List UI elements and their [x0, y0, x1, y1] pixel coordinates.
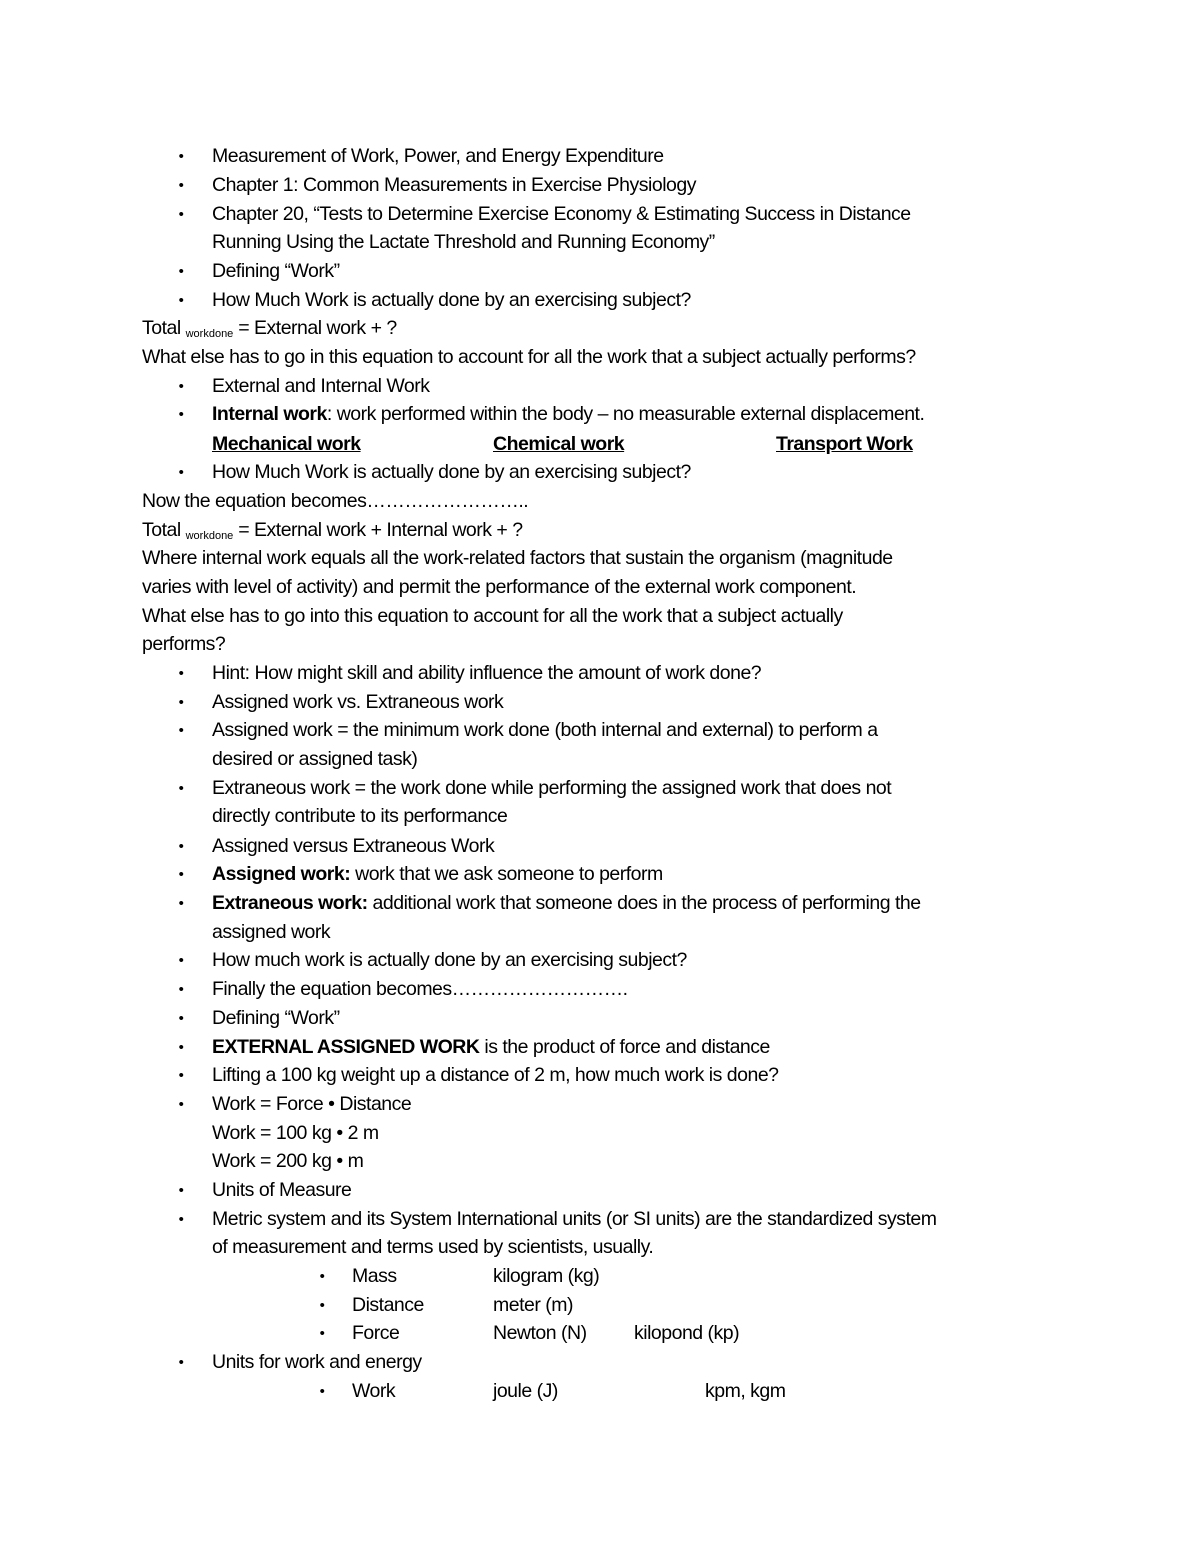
- equation-line: [0, 314, 1200, 343]
- list-item-continuation: [0, 1147, 1200, 1176]
- list-item: [0, 1090, 1200, 1119]
- list-item-continuation: [0, 1233, 1200, 1262]
- paragraph-line: [0, 573, 1200, 602]
- list-item: [0, 286, 1200, 315]
- subscript: workdone: [185, 530, 234, 542]
- paragraph-text: performs?: [142, 633, 226, 655]
- list-item-text: Defining “Work”: [212, 1007, 340, 1029]
- list-item-text: How Much Work is actually done by an exercising subject?: [212, 289, 691, 311]
- paragraph-line: [0, 343, 1200, 372]
- list-item-text: Metric system and its System International units (or SI units) are the standardized system: [212, 1208, 937, 1230]
- list-item-text: Finally the equation becomes……………………….: [212, 978, 628, 1000]
- bullet: •: [178, 148, 184, 165]
- bullet: •: [178, 292, 184, 309]
- equation-prefix: Total: [142, 317, 186, 339]
- bullet: •: [178, 1096, 184, 1113]
- list-item-text: desired or assigned task): [212, 748, 418, 770]
- unit-si: kilogram (kg): [493, 1265, 600, 1287]
- list-item-text: External and Internal Work: [212, 375, 430, 397]
- paragraph-line: [0, 487, 1200, 516]
- list-item: [0, 372, 1200, 401]
- unit-quantity: Distance: [352, 1294, 424, 1316]
- list-item: [0, 257, 1200, 286]
- bullet: •: [178, 694, 184, 711]
- list-item: [0, 1176, 1200, 1205]
- equation-rest: = External work + Internal work + ?: [233, 519, 523, 541]
- bullet: •: [178, 866, 184, 883]
- list-item: [0, 716, 1200, 745]
- unit-quantity: Work: [352, 1380, 396, 1402]
- bullet: •: [178, 665, 184, 682]
- list-item-text: Assigned versus Extraneous Work: [212, 835, 495, 857]
- list-item-text: Work = 100 kg • 2 m: [212, 1122, 379, 1144]
- bullet: •: [178, 206, 184, 223]
- list-item-text: [212, 1033, 770, 1062]
- bullet: •: [319, 1383, 325, 1400]
- unit-alt: kpm, kgm: [705, 1380, 786, 1402]
- definition-text: is the product of force and distance: [479, 1036, 770, 1058]
- list-item-text: Assigned work vs. Extraneous work: [212, 691, 504, 713]
- bullet: •: [319, 1325, 325, 1342]
- equation-prefix: Total: [142, 519, 186, 541]
- paragraph-text: What else has to go in this equation to account for all the work that a subject actually performs?: [142, 346, 916, 368]
- bullet: •: [319, 1268, 325, 1285]
- list-item-text: Work = 200 kg • m: [212, 1150, 364, 1172]
- bullet: •: [178, 895, 184, 912]
- bullet: •: [178, 1039, 184, 1056]
- paragraph-line: [0, 630, 1200, 659]
- bold-term: Internal work: [212, 403, 327, 425]
- list-item: [0, 832, 1200, 861]
- list-item-text: Chapter 1: Common Measurements in Exercise Physiology: [212, 174, 696, 196]
- list-item: [0, 142, 1200, 171]
- bullet: •: [178, 378, 184, 395]
- list-item: [0, 458, 1200, 487]
- bold-term: EXTERNAL ASSIGNED WORK: [212, 1036, 480, 1058]
- list-item-text: directly contribute to its performance: [212, 805, 508, 827]
- list-item: [0, 1033, 1200, 1062]
- equation-rest: = External work + ?: [233, 317, 397, 339]
- unit-row: [0, 1291, 1200, 1320]
- unit-alt: kilopond (kp): [634, 1322, 740, 1344]
- list-item-text: How much work is actually done by an exercising subject?: [212, 949, 687, 971]
- definition-text: : work performed within the body – no measurable external displacement.: [326, 403, 925, 425]
- unit-quantity: Mass: [352, 1265, 397, 1287]
- list-item-text: Units for work and energy: [212, 1351, 422, 1373]
- list-item: [0, 946, 1200, 975]
- bullet: •: [178, 406, 184, 423]
- heading-transport-work: Transport Work: [776, 433, 913, 455]
- equation-line: [0, 516, 1200, 545]
- subscript: workdone: [185, 328, 234, 340]
- list-item: [0, 975, 1200, 1004]
- bullet: •: [178, 464, 184, 481]
- list-item-text: Running Using the Lactate Threshold and Running Economy”: [212, 231, 715, 253]
- unit-row: [0, 1262, 1200, 1291]
- unit-quantity: Force: [352, 1322, 400, 1344]
- list-item: [0, 1348, 1200, 1377]
- list-item-text: assigned work: [212, 921, 331, 943]
- list-item: [0, 400, 1200, 429]
- list-item-text: Units of Measure: [212, 1179, 352, 1201]
- paragraph-line: [0, 602, 1200, 631]
- list-item-text: How Much Work is actually done by an exercising subject?: [212, 461, 691, 483]
- list-item: [0, 171, 1200, 200]
- heading-chemical-work: Chemical work: [493, 433, 625, 455]
- bullet: •: [178, 1010, 184, 1027]
- bullet: •: [319, 1297, 325, 1314]
- list-item-text: [212, 400, 924, 429]
- bullet: •: [178, 1067, 184, 1084]
- list-item-text: Defining “Work”: [212, 260, 340, 282]
- list-item-text: of measurement and terms used by scientists, usually.: [212, 1236, 654, 1258]
- list-item-text: Work = Force • Distance: [212, 1093, 412, 1115]
- list-item-text: Hint: How might skill and ability influence the amount of work done?: [212, 662, 762, 684]
- list-item: [0, 1205, 1200, 1234]
- list-item: [0, 889, 1200, 918]
- list-item: [0, 860, 1200, 889]
- bullet: •: [178, 780, 184, 797]
- list-item: [0, 659, 1200, 688]
- bullet: •: [178, 952, 184, 969]
- definition-text: work that we ask someone to perform: [350, 863, 663, 885]
- list-item: [0, 688, 1200, 717]
- list-item: [0, 1004, 1200, 1033]
- definition-text: additional work that someone does in the process of performing the: [367, 892, 921, 914]
- list-item-continuation: [0, 918, 1200, 947]
- unit-si: Newton (N): [493, 1322, 587, 1344]
- unit-si: meter (m): [493, 1294, 573, 1316]
- list-item-text: Measurement of Work, Power, and Energy Expenditure: [212, 145, 664, 167]
- list-item-continuation: [0, 802, 1200, 831]
- list-item-continuation: [0, 745, 1200, 774]
- list-item-text: Lifting a 100 kg weight up a distance of 2 m, how much work is done?: [212, 1064, 779, 1086]
- list-item-continuation: [0, 228, 1200, 257]
- bullet: •: [178, 1182, 184, 1199]
- list-item-text: [212, 889, 921, 918]
- list-item-text: Extraneous work = the work done while performing the assigned work that does not: [212, 777, 892, 799]
- paragraph-text: What else has to go into this equation to account for all the work that a subject actually: [142, 605, 843, 627]
- unit-row: [0, 1319, 1200, 1348]
- list-item: [0, 200, 1200, 229]
- bullet: •: [178, 1354, 184, 1371]
- bullet: •: [178, 838, 184, 855]
- work-types-row: [0, 430, 1200, 459]
- bullet: •: [178, 981, 184, 998]
- list-item-continuation: [0, 1119, 1200, 1148]
- bold-term: Extraneous work:: [212, 892, 368, 914]
- list-item: [0, 774, 1200, 803]
- heading-mechanical-work: Mechanical work: [212, 433, 361, 455]
- list-item-text: Assigned work = the minimum work done (both internal and external) to perform a: [212, 719, 878, 741]
- unit-si: joule (J): [493, 1380, 558, 1402]
- list-item-text: [212, 860, 663, 889]
- list-item: [0, 1061, 1200, 1090]
- paragraph-line: [0, 544, 1200, 573]
- unit-row: [0, 1377, 1200, 1406]
- bullet: •: [178, 722, 184, 739]
- paragraph-text: Where internal work equals all the work-related factors that sustain the organism (magnitude: [142, 547, 893, 569]
- bold-term: Assigned work:: [212, 863, 351, 885]
- paragraph-text: varies with level of activity) and permit the performance of the external work component.: [142, 576, 857, 598]
- bullet: •: [178, 1211, 184, 1228]
- bullet: •: [178, 263, 184, 280]
- bullet: •: [178, 177, 184, 194]
- list-item-text: Chapter 20, “Tests to Determine Exercise Economy & Estimating Success in Distance: [212, 203, 911, 225]
- paragraph-text: Now the equation becomes……………………..: [142, 490, 529, 512]
